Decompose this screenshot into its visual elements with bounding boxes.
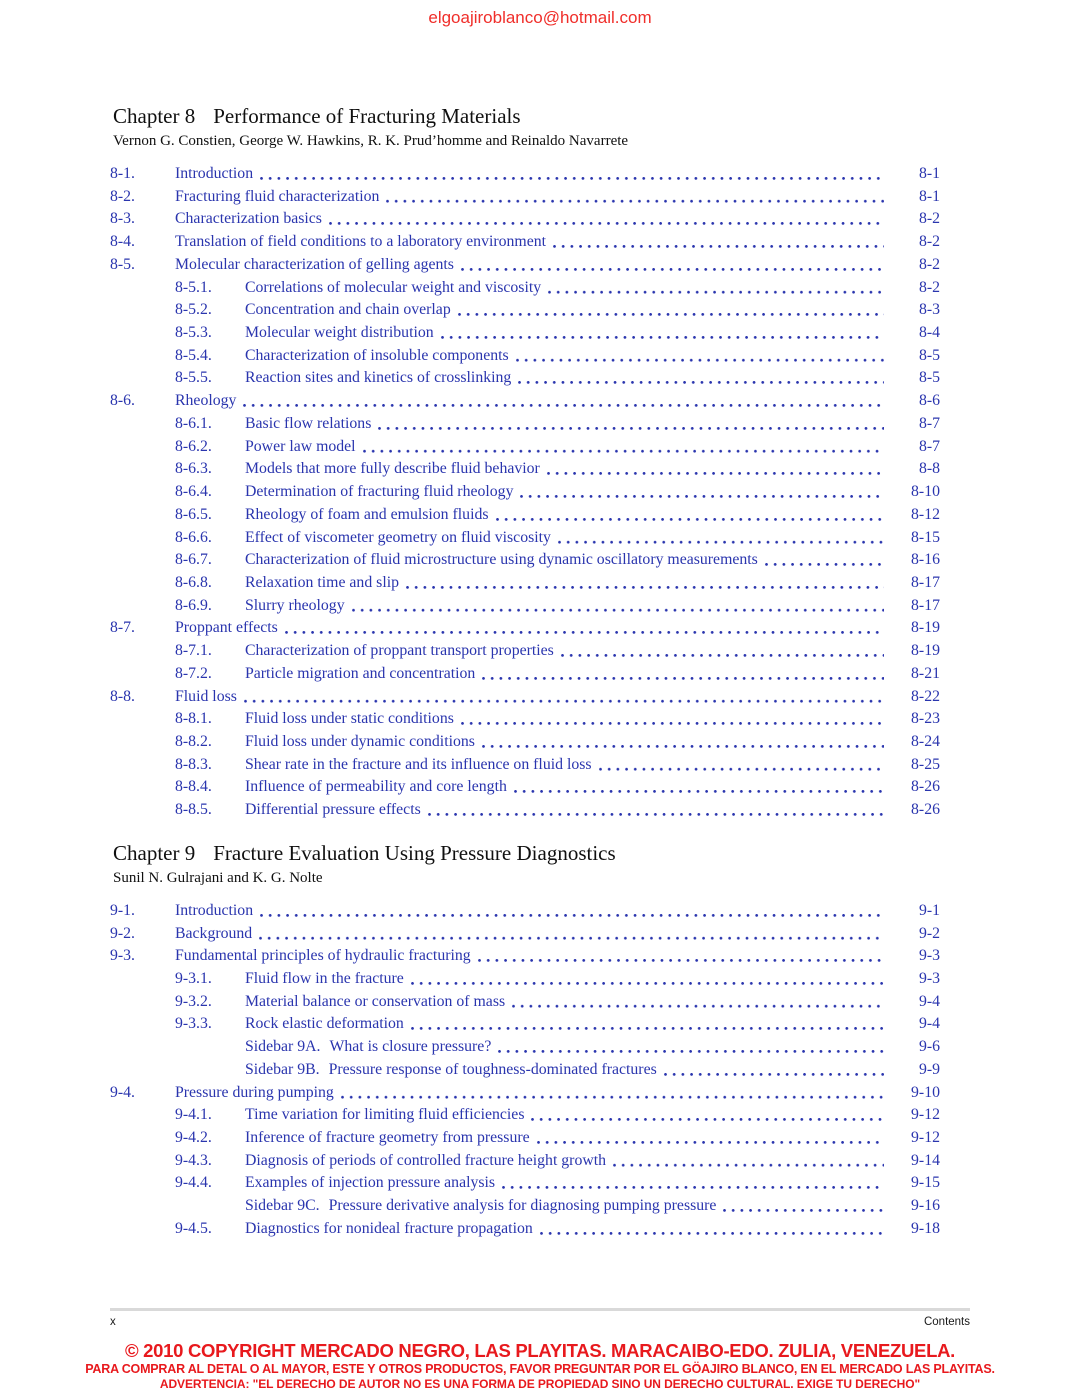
toc-entry[interactable] [110,504,940,527]
toc-entry-number: 9-4.5. [175,1219,212,1237]
toc-entry-title: Fluid loss under dynamic conditions [245,732,475,750]
toc-entry-title: Rheology [175,392,237,410]
toc-dot-leader [411,968,884,991]
toc-entry-title: Characterization of proppant transport properties [245,642,554,660]
toc-entry-number: 8-6.6. [175,528,212,546]
toc-entry-number: 9-2. [110,924,136,942]
toc-entry-number: 8-6.8. [175,573,212,591]
toc-entry[interactable] [110,1082,940,1105]
toc-dot-leader [502,1172,884,1195]
toc-entry-page: 8-24 [911,732,940,750]
toc-entry[interactable] [110,991,940,1014]
toc-entry[interactable] [110,1104,940,1127]
toc-dot-leader [458,299,884,322]
toc-dot-leader [558,527,884,550]
toc-entry-number: 9-4.1. [175,1106,212,1124]
toc-entry-number: 9-3.2. [175,992,212,1010]
toc-entry-page: 8-26 [911,778,940,796]
toc-entry[interactable] [110,322,940,345]
toc-entry[interactable] [110,277,940,300]
toc-entry[interactable] [110,299,940,322]
toc-entry-title: Translation of field conditions to a laboratory environment [175,233,547,251]
toc-entry-title: Introduction [175,165,254,182]
vendor-line: PARA COMPRAR AL DETAL O AL MAYOR, ESTE Y OTROS PRODUCTOS, FAVOR PREGUNTAR POR EL GÖAJIRO BLANCO, EN EL MERCADO LAS PLAYITAS. [85,1362,995,1376]
toc-dot-leader [428,799,884,822]
toc-entry[interactable] [110,708,940,731]
toc-entry-number: 8-4. [110,233,136,251]
toc-entry-page: 8-21 [911,664,940,682]
toc-entry-page: 9-1 [918,901,940,919]
toc-entry[interactable] [110,945,940,968]
toc-entry-number: 8-3. [110,210,136,228]
toc-entry-number: 9-4.4. [175,1174,212,1192]
toc-dot-leader [553,231,884,254]
toc-entry-number: Sidebar 9C. [245,1197,320,1215]
toc-entry-page: 9-12 [911,1129,940,1147]
toc-entry-title: Examples of injection pressure analysis [245,1174,496,1192]
toc-entry-number: 9-4.3. [175,1151,212,1169]
chapter8-authors: Vernon G. Constien, George W. Hawkins, R. K. Prud’homme and Reinaldo Navarrete [113,133,629,149]
toc-entry[interactable] [110,458,940,481]
toc-entry-number: 8-2. [110,187,136,205]
toc-dot-leader [285,617,884,640]
toc-dot-leader [723,1195,884,1218]
toc-entry-number: 9-4.2. [175,1129,212,1147]
toc-entry-title: Power law model [245,437,356,455]
warning-line: ADVERTENCIA: "EL DERECHO DE AUTOR NO ES UNA FORMA DE PROPIEDAD SINO UN DERECHO CULTURAL. EXIGE TU DERECHO" [159,1377,921,1391]
toc-entry[interactable] [110,390,940,413]
toc-entry-number: 9-3.1. [175,970,212,987]
toc-entry-title: Concentration and chain overlap [245,301,451,319]
toc-dot-leader [461,254,884,277]
toc-entry-title: Slurry rheology [245,596,345,614]
toc-entry[interactable] [110,436,940,459]
toc-entry-page: 8-26 [911,801,940,819]
toc-entry[interactable] [110,1036,940,1059]
chapter9-title: Fracture Evaluation Using Pressure Diagnostics [213,840,616,865]
toc-dot-leader [406,572,884,595]
toc-entry-title: Effect of viscometer geometry on fluid viscosity [245,528,551,546]
chapter9-toc [110,900,940,1241]
toc-dot-leader [520,481,884,504]
toc-entry-title: Basic flow relations [245,414,372,432]
toc-entry[interactable] [110,968,940,991]
toc-entry-number: 8-7.1. [175,642,212,660]
toc-entry-page: 9-12 [911,1106,940,1124]
toc-entry[interactable] [110,640,940,663]
footer-page-number: x [110,1316,116,1328]
toc-dot-leader [548,277,884,300]
toc-entry-page: 9-14 [911,1151,940,1169]
toc-entry-number: 8-7.2. [175,664,212,682]
toc-entry-page: 8-12 [911,505,940,523]
toc-entry[interactable] [110,549,940,572]
contents-page-body [110,100,940,1241]
toc-entry-page: 8-6 [918,392,940,410]
toc-entry[interactable] [110,595,940,618]
toc-entry-page: 8-2 [918,255,940,273]
toc-entry[interactable] [110,186,940,209]
toc-entry-title: Determination of fracturing fluid rheology [245,483,514,501]
toc-entry-title: Diagnostics for nonideal fracture propagation [245,1219,533,1237]
toc-entry-page: 8-3 [918,301,940,319]
toc-entry-title: Fundamental principles of hydraulic fracturing [175,947,471,965]
toc-entry-page: 8-2 [918,278,940,296]
toc-entry-title: Correlations of molecular weight and viscosity [245,278,542,296]
toc-entry-title: Pressure during pumping [175,1083,334,1101]
toc-entry-title: What is closure pressure? [329,1038,492,1056]
toc-entry-number: 8-5.5. [175,369,212,387]
toc-entry-page: 8-15 [911,528,940,546]
toc-entry-page: 8-1 [918,165,940,182]
toc-dot-leader [363,436,884,459]
toc-entry[interactable] [110,686,940,709]
toc-entry-number: 8-6. [110,392,136,410]
toc-entry-title: Differential pressure effects [245,801,421,819]
toc-entry-title: Rock elastic deformation [245,1015,404,1033]
toc-entry-page: 9-2 [918,924,940,942]
toc-entry-number: 8-6.7. [175,551,212,569]
toc-entry-page: 8-7 [918,414,940,432]
toc-entry-title: Fluid flow in the fracture [245,970,404,987]
toc-entry-number: 8-8.1. [175,710,212,728]
toc-entry-title: Introduction [175,901,254,919]
toc-entry-number: 8-8.3. [175,755,212,773]
footer-section-label: Contents [923,1316,970,1328]
toc-entry-number: 8-6.1. [175,414,212,432]
toc-entry[interactable] [110,900,940,923]
toc-entry-title: Material balance or conservation of mass [245,992,506,1010]
toc-entry[interactable] [110,776,940,799]
toc-dot-leader [243,390,884,413]
toc-entry-page: 9-10 [911,1083,940,1101]
toc-entry-title: Time variation for limiting fluid efficiencies [245,1106,525,1124]
toc-entry[interactable] [110,754,940,777]
toc-dot-leader [386,186,884,209]
toc-entry-title: Fluid loss [175,687,237,705]
toc-dot-leader [531,1104,884,1127]
toc-entry-page: 8-25 [911,755,940,773]
toc-entry[interactable] [110,1195,940,1218]
toc-entry-number: 8-6.5. [175,505,212,523]
toc-dot-leader [512,991,884,1014]
toc-entry-number: 9-3.3. [175,1015,212,1033]
toc-entry-title: Molecular weight distribution [245,324,434,342]
toc-entry-page: 8-16 [911,551,940,569]
toc-entry-title: Inference of fracture geometry from pressure [245,1129,530,1147]
toc-entry[interactable] [110,663,940,686]
toc-dot-leader [496,504,884,527]
toc-entry-page: 8-1 [918,187,940,205]
toc-entry-title: Molecular characterization of gelling agents [175,255,454,273]
toc-entry[interactable] [110,799,940,822]
toc-entry-page: 9-9 [918,1060,940,1078]
toc-entry[interactable] [110,731,940,754]
toc-entry-page: 9-4 [918,992,940,1010]
toc-entry-title: Characterization of fluid microstructure using dynamic oscillatory measurements [245,551,758,569]
toc-entry[interactable] [110,254,940,277]
toc-dot-leader [378,413,884,436]
toc-entry-number: 8-8.5. [175,801,212,819]
toc-dot-leader [259,923,884,946]
toc-dot-leader [482,663,884,686]
toc-entry[interactable] [110,345,940,368]
toc-entry-number: 8-7. [110,619,136,637]
toc-dot-leader [547,458,884,481]
toc-entry-title: Characterization basics [175,210,322,228]
copyright-line: © 2010 COPYRIGHT MERCADO NEGRO, LAS PLAYITAS. MARACAIBO-EDO. ZULIA, VENEZUELA. [124,1340,955,1361]
toc-entry[interactable] [110,481,940,504]
toc-entry[interactable] [110,923,940,946]
toc-dot-leader [599,754,884,777]
toc-entry-title: Reaction sites and kinetics of crosslinking [245,369,512,387]
toc-entry-number: 8-6.9. [175,596,212,614]
toc-entry[interactable] [110,208,940,231]
toc-entry[interactable] [110,1172,940,1195]
toc-dot-leader [540,1218,884,1241]
toc-entry-number: 8-8. [110,687,136,705]
toc-entry-page: 8-10 [911,483,940,501]
chapter9-heading [113,841,940,865]
toc-entry-title: Pressure response of toughness-dominated fractures [328,1060,657,1078]
toc-dot-leader [260,900,884,923]
toc-entry-page: 8-19 [911,642,940,660]
toc-entry[interactable] [110,572,940,595]
toc-entry-title: Particle migration and concentration [245,664,476,682]
toc-dot-leader [561,640,884,663]
toc-entry[interactable] [110,231,940,254]
page-footer [110,1308,970,1328]
toc-entry-number: Sidebar 9B. [245,1060,320,1078]
chapter9-label: Chapter 9 [113,840,196,865]
toc-entry-title: Influence of permeability and core length [245,778,507,796]
toc-dot-leader [329,208,884,231]
toc-entry-title: Characterization of insoluble components [245,346,509,364]
toc-entry-title: Fluid loss under static conditions [245,710,454,728]
toc-entry-number: Sidebar 9A. [245,1038,321,1056]
toc-dot-leader [514,776,884,799]
toc-entry-number: 8-6.4. [175,483,212,501]
toc-entry-title: Models that more fully describe fluid behavior [245,460,540,478]
toc-dot-leader [244,686,884,709]
toc-entry[interactable] [110,413,940,436]
toc-entry-number: 8-8.4. [175,778,212,796]
toc-entry[interactable] [110,617,940,640]
toc-dot-leader [341,1082,884,1105]
toc-entry-page: 8-19 [911,619,940,637]
toc-dot-leader [461,708,884,731]
toc-entry-page: 8-17 [911,573,940,591]
toc-entry-title: Relaxation time and slip [245,573,399,591]
toc-entry-page: 9-4 [918,1015,940,1033]
toc-entry-page: 8-22 [911,687,940,705]
toc-entry-page: 8-2 [918,210,940,228]
toc-entry-number: 8-5.1. [175,278,212,296]
toc-entry-number: 8-5. [110,255,136,273]
toc-dot-leader [411,1013,884,1036]
toc-dot-leader [664,1059,884,1082]
toc-entry-page: 8-5 [918,346,940,364]
toc-entry-page: 9-3 [918,970,940,987]
toc-dot-leader [478,945,884,968]
toc-entry-title: Shear rate in the fracture and its influence on fluid loss [245,755,592,773]
toc-entry[interactable] [110,367,940,390]
toc-entry-title: Fracturing fluid characterization [175,187,380,205]
chapter8-title: Performance of Fracturing Materials [213,104,521,128]
toc-entry-title: Rheology of foam and emulsion fluids [245,505,489,523]
toc-entry-page: 8-4 [918,324,940,342]
chapter9-authors: Sunil N. Gulrajani and K. G. Nolte [113,869,323,886]
toc-entry-page: 8-5 [918,369,940,387]
toc-entry-page: 8-23 [911,710,940,728]
toc-entry-page: 9-6 [918,1038,940,1056]
toc-entry[interactable] [110,163,940,186]
toc-entry-number: 8-6.3. [175,460,212,478]
toc-entry-number: 9-1. [110,901,136,919]
toc-dot-leader [537,1127,884,1150]
toc-entry-title: Proppant effects [175,619,278,637]
toc-dot-leader [613,1150,884,1173]
toc-dot-leader [482,731,884,754]
toc-entry-number: 8-8.2. [175,732,212,750]
toc-entry[interactable] [110,1013,940,1036]
toc-entry-number: 8-5.4. [175,346,212,364]
toc-entry[interactable] [110,1127,940,1150]
toc-dot-leader [441,322,884,345]
toc-entry[interactable] [110,1059,940,1082]
toc-entry-title: Background [175,924,253,942]
toc-entry-page: 8-7 [918,437,940,455]
toc-entry-number: 9-4. [110,1083,136,1101]
chapter8-toc [110,163,940,822]
toc-entry-title: Pressure derivative analysis for diagnosing pumping pressure [328,1197,717,1215]
chapter8-section [110,104,940,822]
toc-entry-page: 9-18 [911,1219,940,1237]
toc-entry-number: 9-3. [110,947,136,965]
toc-entry-page: 8-17 [911,596,940,614]
chapter8-label: Chapter 8 [113,104,196,128]
toc-entry[interactable] [110,1218,940,1241]
toc-dot-leader [765,549,884,572]
toc-dot-leader [498,1036,884,1059]
toc-dot-leader [260,163,884,186]
toc-dot-leader [352,595,884,618]
toc-entry-page: 8-8 [918,460,940,478]
toc-entry-number: 8-5.2. [175,301,212,319]
toc-dot-leader [518,367,884,390]
toc-entry-number: 8-6.2. [175,437,212,455]
copyright-banner [0,1339,1080,1392]
toc-entry-page: 8-2 [918,233,940,251]
chapter9-section [110,841,940,1241]
toc-entry-number: 8-5.3. [175,324,212,342]
toc-entry-number: 8-1. [110,165,136,182]
toc-entry[interactable] [110,1150,940,1173]
toc-entry-page: 9-16 [911,1197,940,1215]
toc-entry[interactable] [110,527,940,550]
toc-entry-page: 9-15 [911,1174,940,1192]
toc-dot-leader [516,345,884,368]
chapter8-heading [113,104,940,128]
toc-entry-page: 9-3 [918,947,940,965]
toc-entry-title: Diagnosis of periods of controlled fracture height growth [245,1151,607,1169]
watermark-email: elgoajiroblanco@hotmail.com [428,8,652,27]
